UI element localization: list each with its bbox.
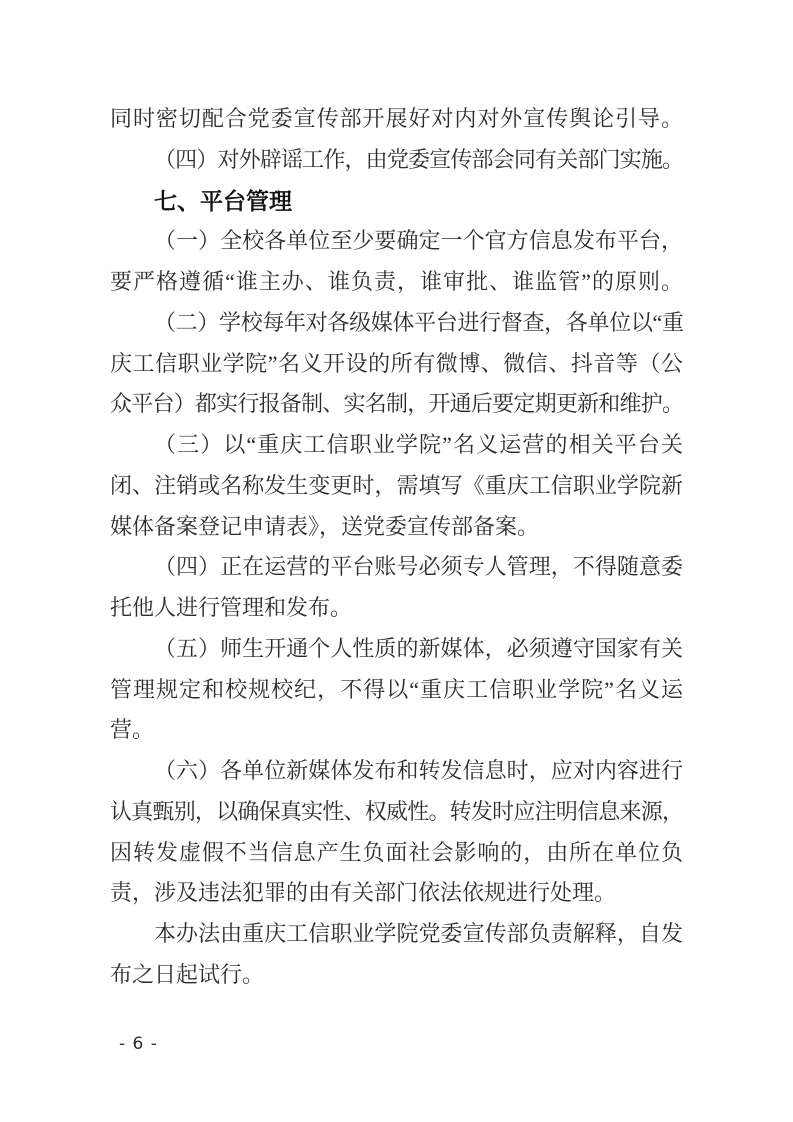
body-line: 责，涉及违法犯罪的由有关部门依法依规进行处理。 — [110, 880, 617, 906]
body-line: 本办法由重庆工信职业学院党委宣传部负责解释，自发 — [154, 921, 683, 946]
body-line: 同时密切配合党委宣传部开展好对内对外宣传舆论引导。 — [110, 106, 683, 131]
paragraph — [110, 547, 683, 629]
paragraph — [110, 140, 683, 181]
paragraph — [110, 221, 683, 303]
body-line: 因转发虚假不当信息产生负面社会影响的，由所在单位负 — [110, 839, 683, 865]
body-line: （四）正在运营的平台账号必须专人管理，不得随意委 — [154, 554, 683, 580]
paragraph — [110, 629, 683, 751]
body-line: 众平台）都实行报备制、实名制，开通后要定期更新和维护。 — [110, 391, 683, 417]
body-line: 营。 — [110, 717, 155, 743]
body-line: 媒体备案登记申请表》，送党委宣传部备案。 — [110, 513, 540, 539]
paragraph — [110, 99, 683, 140]
body-line: 闭、注销或名称发生变更时，需填写《重庆工信职业学院新 — [110, 472, 683, 498]
body-line: （一）全校各单位至少要确定一个官方信息发布平台， — [154, 228, 683, 254]
document-body — [110, 99, 683, 996]
body-line: 要严格遵循“谁主办、谁负责，谁审批、谁监管”的原则。 — [110, 269, 683, 294]
paragraph — [110, 181, 683, 222]
paragraph — [110, 303, 683, 425]
body-line: （三）以“重庆工信职业学院”名义运营的相关平台关 — [154, 432, 683, 457]
section-heading: 七、平台管理 — [154, 187, 292, 214]
body-line: （二）学校每年对各级媒体平台进行督查，各单位以“重 — [154, 309, 683, 335]
body-line: 布之日起试行。 — [110, 961, 265, 987]
body-line: 托他人进行管理和发布。 — [110, 595, 353, 620]
paragraph — [110, 751, 683, 914]
body-line: 管理规定和校规校纪，不得以“重庆工信职业学院”名义运 — [110, 676, 683, 702]
body-line: （四）对外辟谣工作，由党委宣传部会同有关部门实施。 — [154, 146, 683, 172]
page-number: - 6 - — [119, 1034, 158, 1054]
paragraph — [110, 425, 683, 547]
body-line: （五）师生开通个人性质的新媒体，必须遵守国家有关 — [154, 635, 683, 661]
body-line: 认真甄别，以确保真实性、权威性。转发时应注明信息来源， — [110, 798, 683, 824]
body-line: （六）各单位新媒体发布和转发信息时，应对内容进行 — [154, 758, 683, 783]
paragraph — [110, 914, 683, 996]
body-line: 庆工信职业学院”名义开设的所有微博、微信、抖音等（公 — [110, 350, 683, 376]
